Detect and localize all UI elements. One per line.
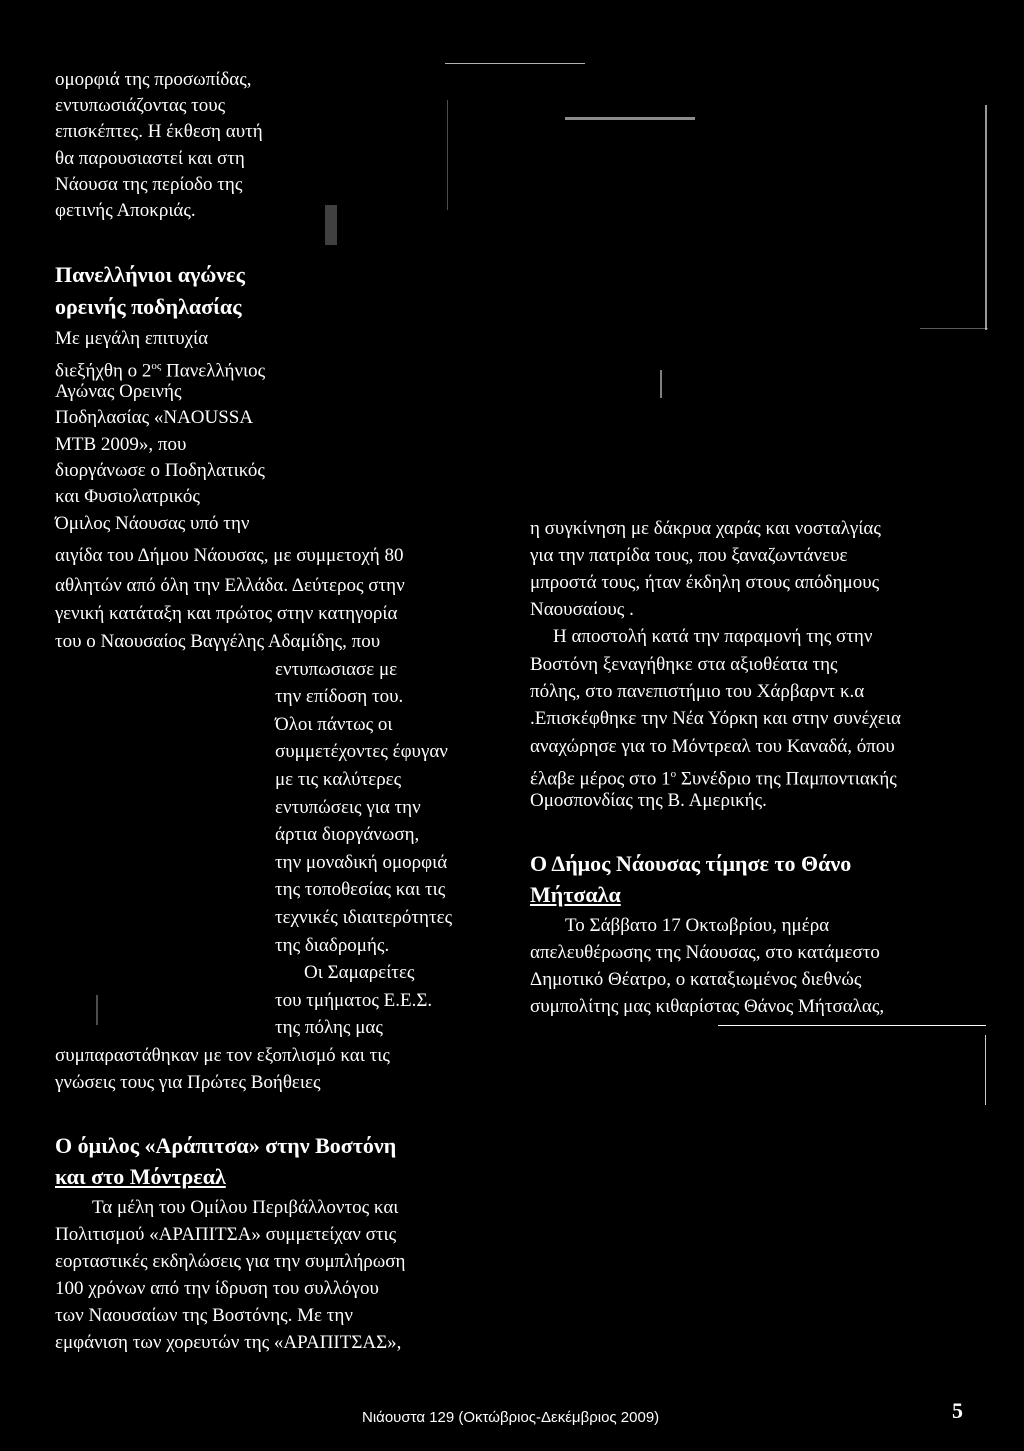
text-line: τεχνικές ιδιαιτερότητες [275,907,453,928]
boston-article-title-line: και στο Μόντρεαλ [55,1164,226,1189]
text-line: γνώσεις τους για Πρώτες Βοήθειες [55,1072,321,1093]
text-line: Δημοτικό Θέατρο, ο καταξιωμένος διεθνώς [530,969,862,990]
text-line: εντυπωσιάζοντας τους [55,95,226,116]
photo-edge-line [985,105,987,330]
text-line: των Ναουσαίων της Βοστόνης. Με την [55,1305,353,1326]
text-line: της τοποθεσίας και τις [275,879,446,900]
column-rule [718,1025,986,1026]
photo-artifact [920,328,988,329]
text-line: Βοστόνη ξεναγήθηκε στα αξιοθέατα της [530,654,838,675]
text-line: Αγώνας Ορεινής [55,381,182,402]
text-line: Οι Σαμαρείτες [304,962,415,983]
column-rule [985,1035,986,1105]
text-line: ομορφιά της προσωπίδας, [55,69,252,90]
text-line: της πόλης μας [275,1017,383,1038]
text-line: του τμήματος Ε.Ε.Σ. [275,990,433,1011]
text-line: Νάουσα της περίοδο της [55,174,243,195]
text-line: άρτια διοργάνωση, [275,824,420,845]
mitsalas-article-title-line: Ο Δήμος Νάουσας τίμησε το Θάνο [530,851,852,876]
text-line: MTB 2009», που [55,434,187,455]
text-line: πόλης, στο πανεπιστήμιο του Χάρβαρντ κ.α [530,681,865,702]
mitsalas-article-title-line: Μήτσαλα [530,882,621,907]
text-line: επισκέπτες. Η έκθεση αυτή [55,121,263,142]
text-line: εντυπώσεις για την [275,797,421,818]
text-line: συμπαραστάθηκαν με τον εξοπλισμό και τις [55,1045,390,1066]
text-line: Η αποστολή κατά την παραμονή της στην [553,626,873,647]
text-line: την επίδοση του. [275,686,404,707]
text-line: διοργάνωσε ο Ποδηλατικός [55,460,265,481]
photo-artifact [565,117,695,120]
text-line: γενική κατάταξη και πρώτος στην κατηγορία [55,603,398,624]
text-line: Με μεγάλη επιτυχία [55,328,209,349]
boston-article-title-line: Ο όμιλος «Αράπιτσα» στην Βοστόνη [55,1133,397,1158]
text-line: Ομοσπονδίας της Β. Αμερικής. [530,790,767,811]
text-line: Ναουσαίους . [530,599,634,620]
text-line: Όμιλος Νάουσας υπό την [55,513,250,534]
text-line: Πολιτισμού «ΑΡΑΠΙΤΣΑ» συμμετείχαν στις [55,1224,397,1245]
photo-artifact [325,205,337,245]
text-line: Όλοι πάντως οι [275,714,393,735]
text-line: εμφάνιση των χορευτών της «ΑΡΑΠΙΤΣΑΣ», [55,1332,402,1353]
text-line: 100 χρόνων από την ίδρυση του συλλόγου [55,1278,379,1299]
text-line: με τις καλύτερες [275,769,402,790]
text-fragment: Συνέδριο της Παμποντιακής [676,768,897,790]
ordinal-suffix: ο [670,768,677,780]
text-line: και Φυσιολατρικός [55,486,200,507]
photo-edge-line [445,63,585,64]
text-line: εντυπωσιασε με [275,659,398,680]
text-line: για την πατρίδα τους, που ξαναζωντάνευε [530,545,848,566]
text-line: θα παρουσιαστεί και στη [55,148,245,169]
text-line: της διαδρομής. [275,935,390,956]
text-line: αιγίδα του Δήμου Νάουσας, με συμμετοχή 80 [55,545,404,566]
ordinal-suffix: ος [151,360,162,372]
text-line: φετινής Αποκριάς. [55,200,196,221]
text-line: την μοναδική ομορφιά [275,852,448,873]
text-line: του ο Ναουσαίος Βαγγέλης Αδαμίδης, που [55,631,381,652]
mtb-article-title-line: ορεινής ποδηλασίας [55,294,242,319]
mtb-article-title-line: Πανελλήνιοι αγώνες [55,262,245,287]
text-line: συμμετέχοντες έφυγαν [275,741,448,762]
text-line: .Επισκέφθηκε την Νέα Υόρκη και στην συνέχεια [530,708,901,729]
footer-publication: Νιάουστα 129 (Οκτώβριος-Δεκέμβριος 2009) [362,1409,660,1426]
text-fragment: έλαβε μέρος στο 1 [530,768,671,790]
page-number: 5 [952,1398,963,1423]
text-line: αθλητών από όλη την Ελλάδα. Δεύτερος στην [55,575,405,596]
text-line: Τα μέλη του Ομίλου Περιβάλλοντος και [92,1197,399,1218]
photo-artifact [447,100,448,210]
text-fragment: διεξήχθη ο 2 [55,360,152,382]
photo-artifact [96,995,98,1025]
text-line: μπροστά τους, ήταν έκδηλη στους απόδημους [530,572,880,593]
text-line: εορταστικές εκδηλώσεις για την συμπλήρωση [55,1251,406,1272]
text-line: Το Σάββατο 17 Οκτωβρίου, ημέρα [565,915,830,936]
photo-artifact [660,370,662,398]
text-line: η συγκίνηση με δάκρυα χαράς και νοσταλγίας [530,518,881,539]
text-line: απελευθέρωσης της Νάουσας, στο κατάμεστο [530,942,880,963]
text-fragment: Πανελλήνιος [161,360,266,382]
text-line: Ποδηλασίας «NAOUSSA [55,407,254,428]
text-line: συμπολίτης μας κιθαρίστας Θάνος Μήτσαλας, [530,996,885,1017]
text-line: αναχώρησε για το Μόντρεαλ του Καναδά, όπου [530,736,895,757]
